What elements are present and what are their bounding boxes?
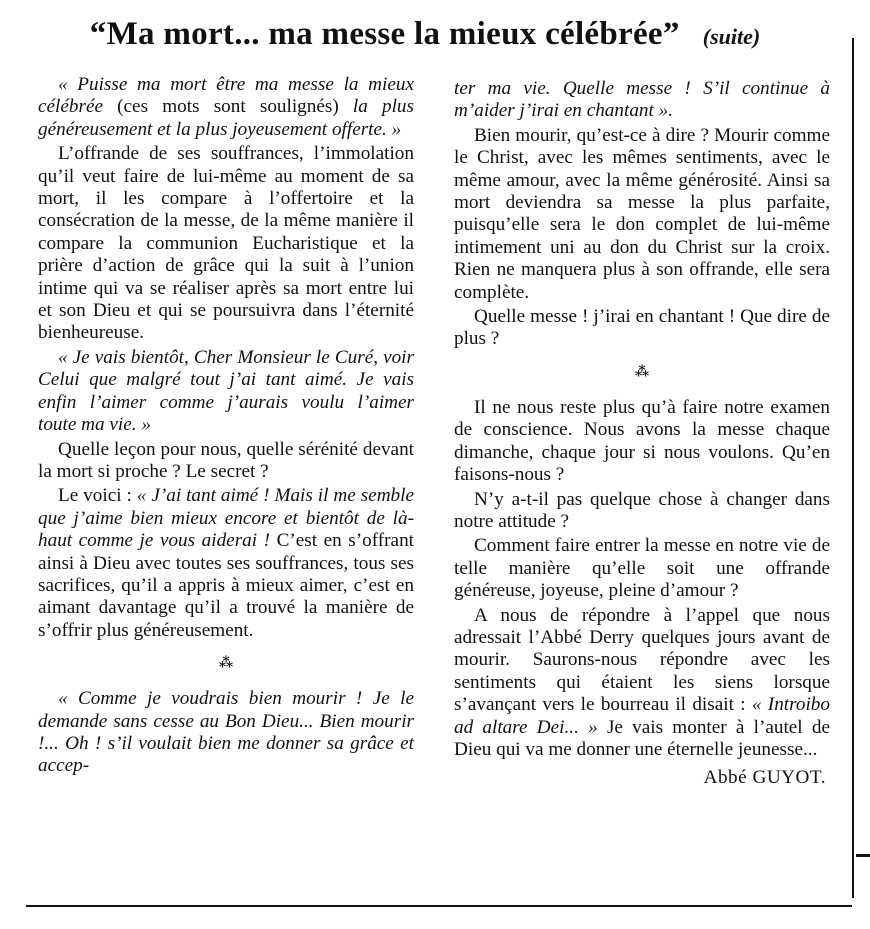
quote-text: « Introibo ad altare Dei... »: [454, 694, 830, 738]
body-paragraph: Quelle messe ! j’irai en chantant ! Que dire de plus ?: [454, 306, 830, 350]
continued-label: (suite): [702, 24, 761, 49]
body-paragraph: Comment faire entrer la messe en notre vie de telle manière qu’elle soit une offrande généreuse, joyeuse, pleine d’amour ?: [454, 535, 830, 602]
article-header: [0, 16, 850, 53]
body-paragraph: Quelle leçon pour nous, quelle sérénité devant la mort si proche ? Le secret ?: [38, 438, 414, 482]
body-paragraph: N’y a-t-il pas quelque chose à changer dans notre attitude ?: [454, 488, 830, 532]
body-paragraph: Il ne nous reste plus qu’à faire notre examen de conscience. Nous avons la messe chaque dimanche, chaque jour si nous voulons. Qu’en faisons-nous ?: [454, 396, 830, 486]
quote-text: « Puisse ma mort être ma messe la mieux célébrée: [38, 74, 414, 118]
asterism-divider: ⁂: [634, 364, 650, 380]
vertical-rule: [852, 38, 854, 898]
quote-text: la plus généreusement et la plus joyeusement offerte. »: [38, 96, 414, 140]
author-signature: Abbé GUYOT.: [703, 767, 826, 789]
right-column: [454, 78, 830, 790]
bottom-rule: [26, 905, 852, 907]
quote-paragraph: [38, 74, 414, 141]
quote-paragraph: ter ma vie. Quelle messe ! S’il continue à m’aider j’irai en chantant ».: [454, 78, 830, 122]
note-text: (ces mots sont soulignés): [102, 96, 353, 118]
body-text: Le voici :: [58, 485, 137, 507]
article-title: “Ma mort... ma messe la mieux célébrée”: [89, 16, 680, 52]
quote-text: « J’ai tant aimé ! Mais il me semble que j’aime bien mieux encore et bientôt de là-haut comme je vous aiderai !: [38, 485, 415, 552]
margin-tick: [856, 854, 870, 857]
body-text: Je vais monter à l’autel de Dieu qui va me donner une éternelle jeunesse...: [454, 716, 830, 760]
left-column: [38, 74, 414, 778]
quote-paragraph: « Je vais bientôt, Cher Monsieur le Curé, voir Celui que malgré tout j’ai tant aimé. Je vais enfin l’aimer comme j’aurais voulu l’aimer toute ma vie. »: [38, 346, 414, 436]
quote-paragraph: « Comme je voudrais bien mourir ! Je le demande sans cesse au Bon Dieu... Bien mourir !... Oh ! s’il voulait bien me donner sa grâce et accep-: [38, 688, 414, 777]
body-paragraph: Bien mourir, qu’est-ce à dire ? Mourir comme le Christ, avec les mêmes sentiments, avec le même amour, avec la même générosité. Ainsi sa mort deviendra sa messe la plus parfaite, puisqu’elle sera le don complet de lui-même intimement uni au don du Christ sur la croix. Rien ne manquera plus à son offrande, elle sera complète.: [454, 124, 830, 303]
body-text: C’est en s’offrant ainsi à Dieu avec toutes ses souffrances, tous ses sacrifices, qu’il a appris à mieux aimer, c’est en aimant davantage qu’il a trouvé la manière de s’offrir plus généreusement.: [38, 530, 414, 641]
body-paragraph: [38, 485, 414, 642]
body-paragraph: [454, 605, 830, 762]
asterism-divider: ⁂: [218, 656, 234, 672]
body-paragraph: L’offrande de ses souffrances, l’immolation qu’il veut faire de lui-même au moment de sa mort, il les compare à l’offertoire et la consécration de la messe, de la même manière il compare la communion Eucharistique et la prière d’action de grâce qui la suit à l’union intime qui va se réaliser après sa mort entre lui et son Dieu et qui se poursuivra dans l’éternité bienheureuse.: [38, 143, 414, 344]
body-text: A nous de répondre à l’appel que nous adressait l’Abbé Derry quelques jours avant de mourir. Saurons-nous répondre avec les sentiments qui étaient les siens lorsque s’avançant vers le bourreau il disait :: [454, 604, 830, 716]
